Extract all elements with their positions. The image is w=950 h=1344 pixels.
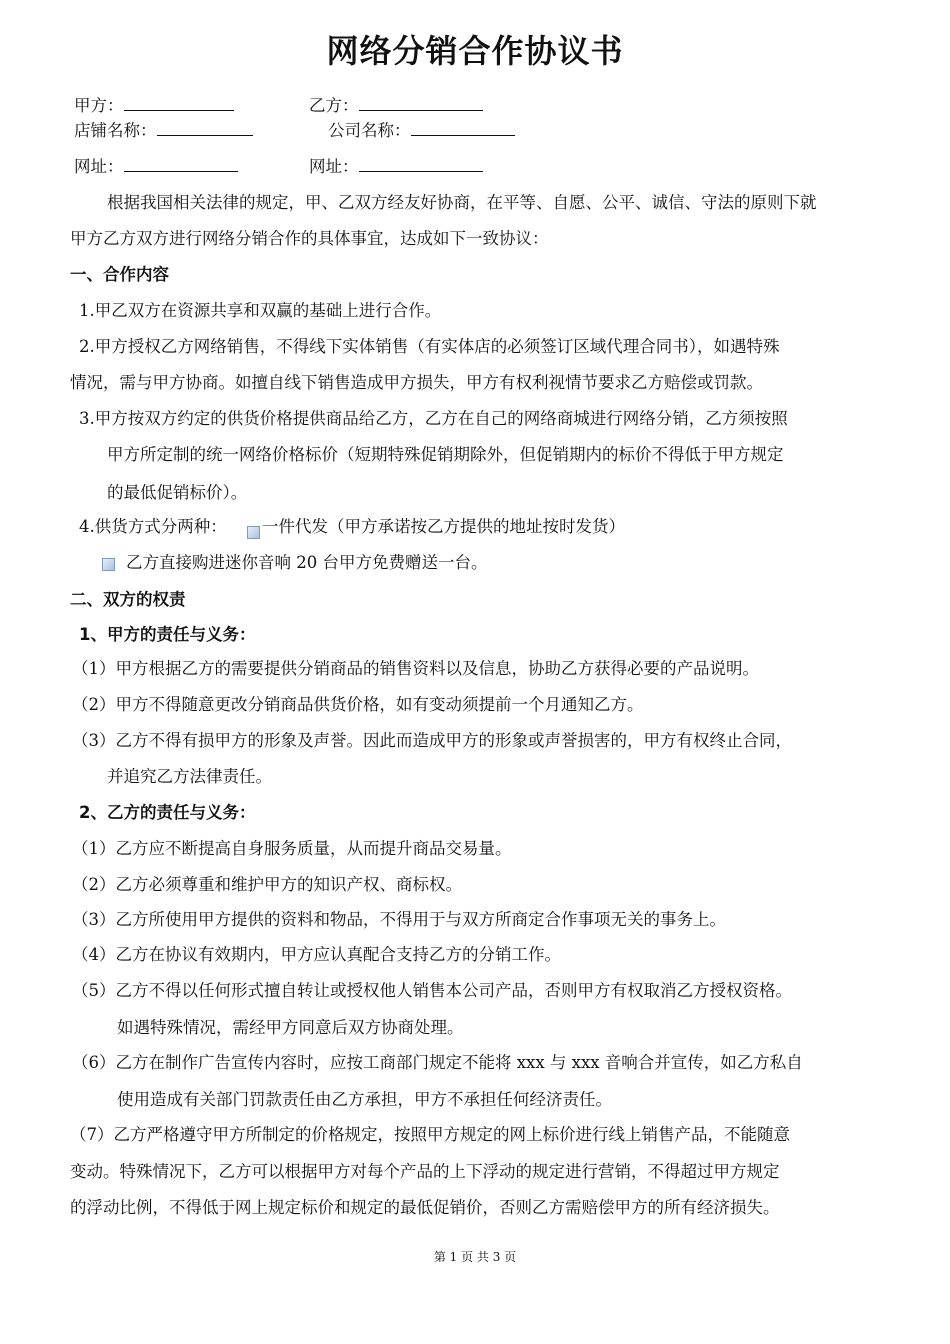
checkbox-dropship[interactable] xyxy=(247,526,260,539)
party-b-field xyxy=(309,96,483,116)
clause-line: （3）乙方所使用甲方提供的资料和物品，不得用于与双方所商定合作事项无关的事务上。 xyxy=(72,910,726,929)
shop-name-label: 店铺名称： xyxy=(74,121,157,140)
url-a-blank[interactable] xyxy=(124,157,238,172)
party-a-blank[interactable] xyxy=(124,96,234,111)
section-heading: 二、双方的权责 xyxy=(70,590,186,609)
party-b-label: 乙方： xyxy=(309,96,359,115)
intro-line: 甲方乙方双方进行网络分销合作的具体事宜，达成如下一致协议： xyxy=(70,229,549,248)
intro-line: 根据我国相关法律的规定，甲、乙双方经友好协商，在平等、自愿、公平、诚信、守法的原则下就 xyxy=(107,193,817,212)
clause-line: 3.甲方按双方约定的供货价格提供商品给乙方，乙方在自己的网络商城进行网络分销，乙方须按照 xyxy=(79,409,788,428)
subsection-heading: 2、乙方的责任与义务： xyxy=(79,803,256,822)
clause-line: 2.甲方授权乙方网络销售，不得线下实体销售（有实体店的必须签订区域代理合同书），如遇特殊 xyxy=(79,337,780,356)
url-a-label: 网址： xyxy=(74,157,124,176)
party-a-field xyxy=(74,96,234,116)
clause-line: （4）乙方在协议有效期内，甲方应认真配合支持乙方的分销工作。 xyxy=(72,945,561,964)
url-b-label: 网址： xyxy=(309,157,359,176)
page-footer: 第 1 页 共 3 页 xyxy=(433,1250,517,1264)
clause-line: 变动。特殊情况下，乙方可以根据甲方对每个产品的上下浮动的规定进行营销，不得超过甲方规定 xyxy=(70,1162,780,1181)
url-a-field xyxy=(74,157,238,177)
clause-line: （6）乙方在制作广告宣传内容时，应按工商部门规定不能将 xxx 与 xxx 音响合并宣传，如乙方私自 xyxy=(72,1053,803,1072)
clause-line: 的浮动比例，不得低于网上规定标价和规定的最低促销价，否则乙方需赔偿甲方的所有经济损失。 xyxy=(70,1198,780,1217)
clause-line: （2）甲方不得随意更改分销商品供货价格，如有变动须提前一个月通知乙方。 xyxy=(72,695,644,714)
section-heading: 一、合作内容 xyxy=(70,265,169,284)
shop-name-field xyxy=(74,121,253,141)
party-a-label: 甲方： xyxy=(74,96,124,115)
supply-method-label: 4.供货方式分两种： xyxy=(79,517,227,536)
clause-line: 使用造成有关部门罚款责任由乙方承担，甲方不承担任何经济责任。 xyxy=(117,1090,612,1109)
url-b-field xyxy=(309,157,483,177)
shop-name-blank[interactable] xyxy=(157,121,253,136)
clause-line: 情况，需与甲方协商。如擅自线下销售造成甲方损失，甲方有权利视情节要求乙方赔偿或罚款。 xyxy=(70,373,763,392)
url-b-blank[interactable] xyxy=(359,157,483,172)
clause-line: 如遇特殊情况，需经甲方同意后双方协商处理。 xyxy=(117,1018,464,1037)
supply-option-direct: 乙方直接购进迷你音响 20 台甲方免费赠送一台。 xyxy=(126,553,488,572)
checkbox-direct-purchase[interactable] xyxy=(102,558,115,571)
clause-line: 并追究乙方法律责任。 xyxy=(107,767,272,786)
party-b-blank[interactable] xyxy=(359,96,483,111)
clause-line: （7）乙方严格遵守甲方所制定的价格规定，按照甲方规定的网上标价进行线上销售产品，不能随意 xyxy=(70,1125,790,1144)
company-name-blank[interactable] xyxy=(411,121,515,136)
clause-line: 1.甲乙双方在资源共享和双赢的基础上进行合作。 xyxy=(79,301,442,320)
clause-line: （1）乙方应不断提高自身服务质量，从而提升商品交易量。 xyxy=(72,839,512,858)
clause-line: （3）乙方不得有损甲方的形象及声誉。因此而造成甲方的形象或声誉损害的，甲方有权终止合同， xyxy=(72,731,792,750)
supply-option-dropship: 一件代发（甲方承诺按乙方提供的地址按时发货） xyxy=(262,517,625,536)
page-title: 网络分销合作协议书 xyxy=(326,32,624,70)
company-name-label: 公司名称： xyxy=(328,121,411,140)
clause-line: 的最低促销标价）。 xyxy=(107,483,248,502)
clause-line: 甲方所定制的统一网络价格标价（短期特殊促销期除外，但促销期内的标价不得低于甲方规定 xyxy=(107,445,784,464)
company-name-field xyxy=(328,121,515,141)
clause-line: （1）甲方根据乙方的需要提供分销商品的销售资料以及信息，协助乙方获得必要的产品说明。 xyxy=(72,659,759,678)
clause-line: （5）乙方不得以任何形式擅自转让或授权他人销售本公司产品，否则甲方有权取消乙方授权资格。 xyxy=(72,981,792,1000)
subsection-heading: 1、甲方的责任与义务： xyxy=(79,625,256,644)
clause-line: （2）乙方必须尊重和维护甲方的知识产权、商标权。 xyxy=(72,875,462,894)
